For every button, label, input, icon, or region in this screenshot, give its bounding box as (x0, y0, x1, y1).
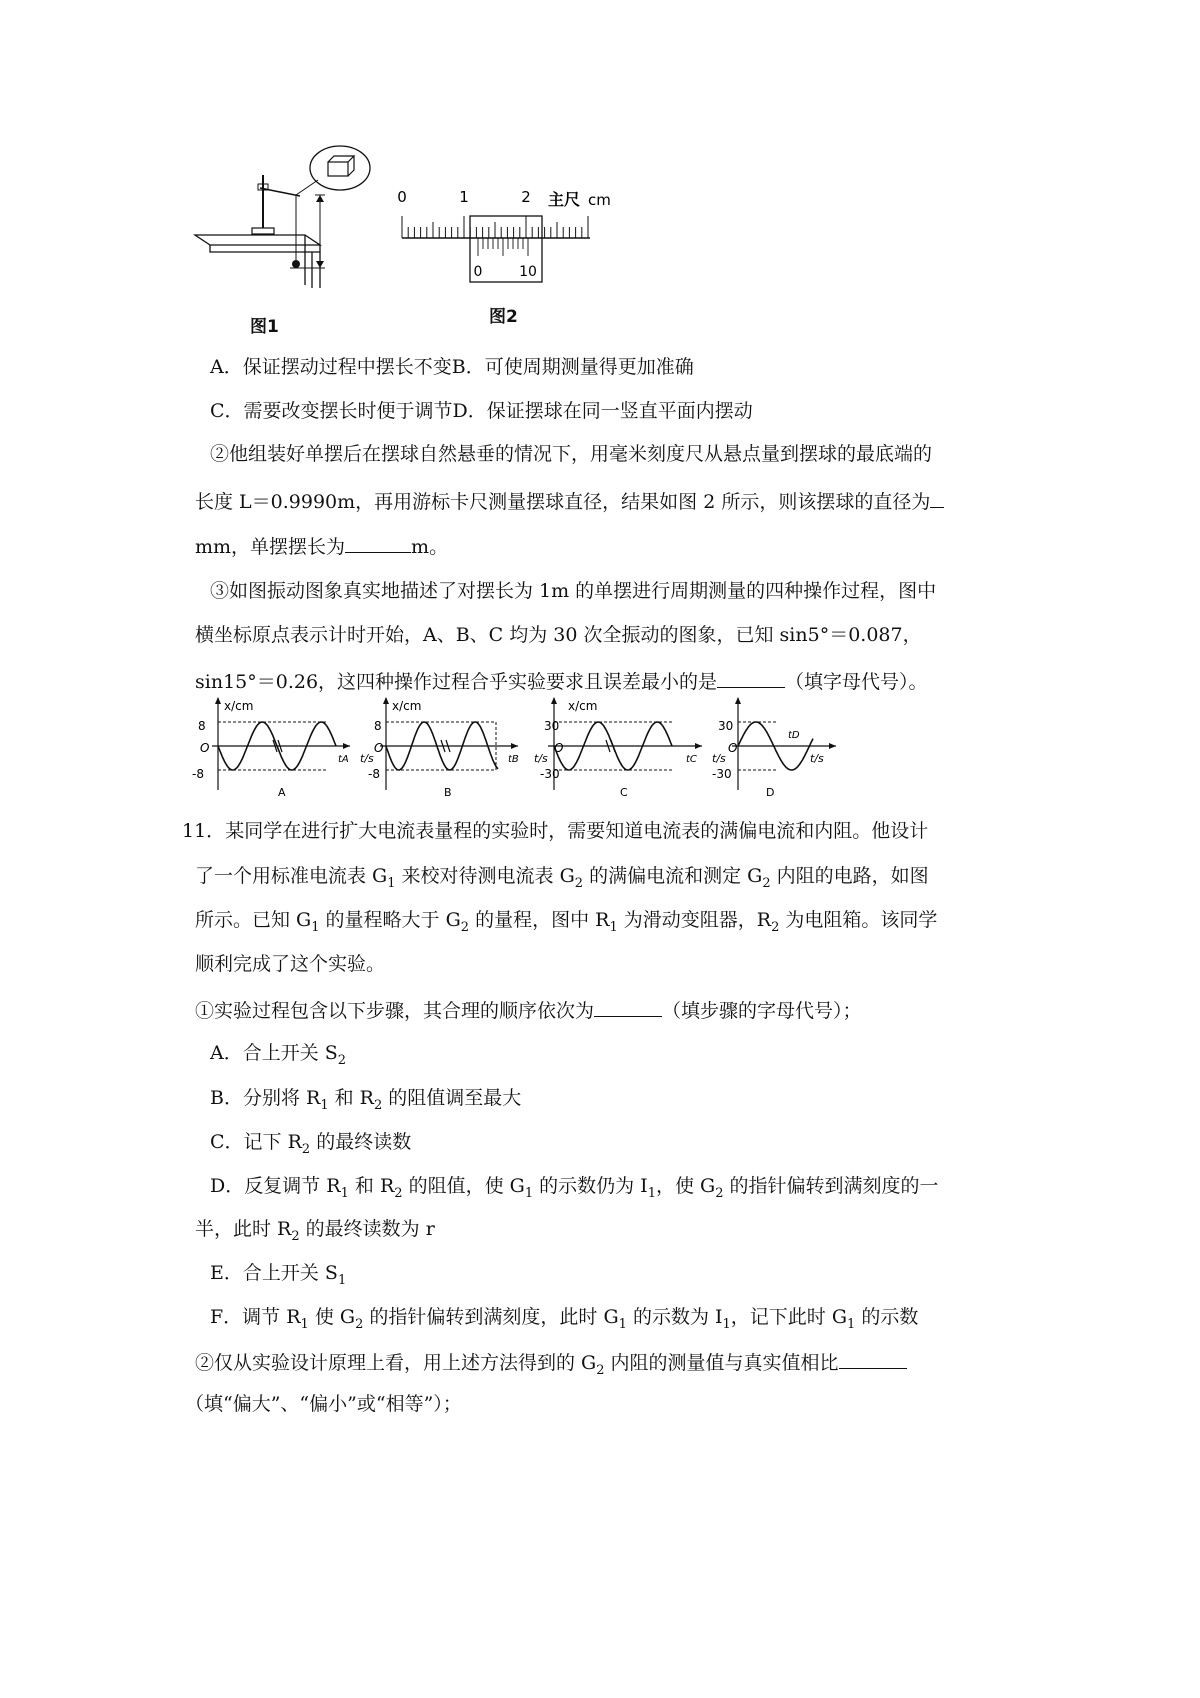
graph-c-bottom: -30 (540, 767, 560, 781)
q11-line4: 顺利完成了这个实验。 (195, 953, 386, 975)
option-a: A．保证摆动过程中摆长不变 (210, 356, 452, 378)
step-d: D．反复调节 $R_1$ 和 $R_2$ 的阻值，使 $G_1$ 的示数仍为 $I_1$，使 $G_2$ 的指针偏转到满刻度的一 (210, 1175, 939, 1201)
graph-d-xlabel: t/s (712, 752, 726, 765)
part2-line3: mm，单摆摆长为 m。 (195, 536, 449, 558)
figure1-caption: 图1 (250, 317, 279, 337)
main-scale-name: 主尺 (548, 190, 581, 209)
vibration-graphs (188, 694, 848, 800)
graph-b-bottom: -8 (368, 767, 380, 781)
operation-blank[interactable] (717, 669, 785, 688)
compare-blank[interactable] (839, 1350, 907, 1369)
graph-b-origin: O (374, 741, 384, 755)
step-b: B．分别将 $R_1$ 和 $R_2$ 的阻值调至最大 (210, 1087, 522, 1113)
unit-label: cm (588, 191, 611, 209)
x-arrow (829, 743, 836, 749)
graph-d-end: tD (788, 730, 800, 741)
graph-b-label: B (444, 786, 452, 799)
figure2-vernier-caliper (390, 180, 620, 290)
graph-c-ylabel: x/cm (568, 699, 598, 713)
step-c: C．记下 $R_2$ 的最终读数 (210, 1131, 412, 1157)
graph-c-end: tC (686, 754, 697, 765)
graph-a-ylabel: x/cm (224, 699, 254, 713)
q11-line3: 所示。已知 $G_1$ 的量程略大于 $G_2$ 的量程，图中 $R_1$ 为滑动变阻器，$R_2$ 为电阻箱。该同学 (195, 909, 938, 935)
graph-b-top: 8 (374, 719, 382, 733)
figure2-caption: 图2 (489, 307, 518, 327)
step-e: E．合上开关 $S_1$ (210, 1262, 347, 1288)
graph-a-label: A (278, 786, 286, 799)
y-arrow (735, 697, 741, 704)
graph-d (732, 697, 836, 790)
step-d-cont: 半，此时 $R_2$ 的最终读数为 r (195, 1218, 435, 1244)
main-scale-label-1: 1 (459, 188, 469, 206)
graph-d-xlabel2: t/s (810, 752, 824, 765)
graph-b-ylabel: x/cm (392, 699, 422, 713)
x-arrow (511, 743, 518, 749)
graph-c-xlabel: t/s (534, 752, 548, 765)
x-arrow (695, 743, 702, 749)
option-line-ab (210, 356, 694, 378)
graph-d-bottom: -30 (712, 767, 732, 781)
q11-part1: ①实验过程包含以下步骤，其合理的顺序依次为 （填步骤的字母代号）； (195, 1000, 862, 1022)
graph-b-end: tB (508, 754, 519, 765)
part3-line3: sin15°＝0.26，这四种操作过程合乎实验要求且误差最小的是 （填字母代号）。 (195, 671, 928, 693)
option-d: D．保证摆球在同一竖直平面内摆动 (452, 400, 753, 422)
y-arrow (551, 697, 557, 704)
graph-d-origin: O (728, 741, 738, 755)
option-c: C．需要改变摆长时便于调节 (210, 400, 453, 422)
graph-a-origin: O (200, 741, 210, 755)
part2-line1: ②他组装好单摆后在摆球自然悬垂的情况下，用毫米刻度尺从悬点量到摆球的最底端的 (210, 443, 933, 465)
y-arrow (383, 697, 389, 704)
graph-a-end: tA (338, 754, 349, 765)
vernier-label-0: 0 (473, 264, 483, 280)
graph-d-top: 30 (718, 719, 734, 733)
graph-c-origin: O (554, 741, 564, 755)
graph-c-top: 30 (544, 719, 560, 733)
graph-a-top: 8 (198, 719, 206, 733)
x-arrow (343, 743, 350, 749)
part3-line2: 横坐标原点表示计时开始，A、B、C 均为 30 次全振动的图象，已知 sin5°＝0.087， (195, 624, 922, 646)
part3-line1: ③如图振动图象真实地描述了对摆长为 1m 的单摆进行周期测量的四种操作过程，图中 (210, 580, 937, 602)
step-a: A．合上开关 $S_2$ (210, 1042, 347, 1068)
q11-line1: 11．某同学在进行扩大电流表量程的实验时，需要知道电流表的满偏电流和内阻。他设计 (182, 820, 929, 842)
y-arrow (215, 697, 221, 704)
q11-part2-hint: （填“偏大”、“偏小”或“相等”）； (185, 1393, 462, 1415)
q11-number: 11． (182, 820, 226, 842)
graph-a-bottom: -8 (192, 767, 204, 781)
option-line-cd (210, 400, 753, 422)
order-blank[interactable] (594, 998, 662, 1017)
graph-c-label: C (620, 786, 628, 799)
graph-b-xlabel: t/s (360, 752, 374, 765)
option-b: B．可使周期测量得更加准确 (451, 356, 694, 378)
main-scale-label-0: 0 (397, 188, 407, 206)
step-f: F．调节 $R_1$ 使 $G_2$ 的指针偏转到满刻度，此时 $G_1$ 的示数为 $I_1$，记下此时 $G_1$ 的示数 (210, 1306, 919, 1332)
main-scale-label-2: 2 (521, 188, 531, 206)
q11-part2: ②仅从实验设计原理上看，用上述方法得到的 $G_2$ 内阻的测量值与真实值相比 (195, 1350, 907, 1374)
figure1-pendulum (190, 140, 390, 300)
length-blank[interactable] (345, 534, 411, 553)
diameter-blank[interactable] (930, 489, 944, 508)
part2-line2: 长度 L＝0.9990m，再用游标卡尺测量摆球直径，结果如图 2 所示，则该摆球的直径为 (195, 489, 944, 513)
vernier-label-10: 10 (519, 264, 537, 280)
graph-d-label: D (766, 786, 775, 799)
q11-line2: 了一个用标准电流表 $G_1$ 来校对待测电流表 $G_2$ 的满偏电流和测定 $G_2$ 内阻的电路，如图 (195, 865, 929, 891)
